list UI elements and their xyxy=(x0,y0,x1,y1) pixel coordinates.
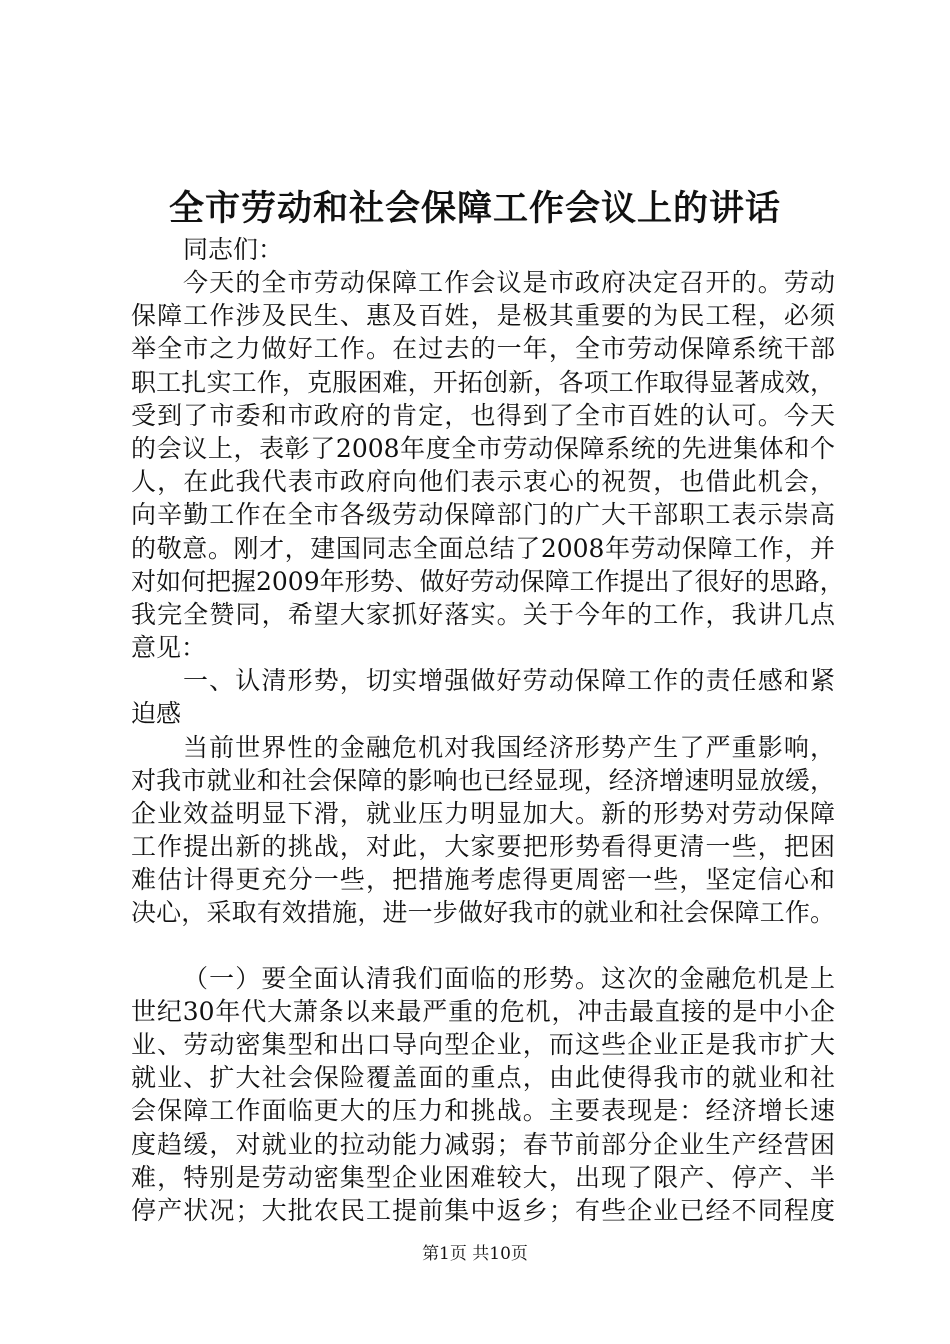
text-line: 决心，采取有效措施，进一步做好我市的就业和社会保障工作。 xyxy=(131,898,835,927)
text-line: 职工扎实工作，克服困难，开拓创新，各项工作取得显著成效， xyxy=(131,368,835,397)
text-line: 我完全赞同，希望大家抓好落实。关于今年的工作，我讲几点 xyxy=(131,600,835,629)
text-line: 的会议上，表彰了2008年度全市劳动保障系统的先进集体和个 xyxy=(131,434,835,463)
document-title: 全市劳动和社会保障工作会议上的讲话 xyxy=(168,188,781,229)
text-line: 当前世界性的金融危机对我国经济形势产生了严重影响， xyxy=(183,733,835,762)
text-line: 企业效益明显下滑，就业压力明显加大。新的形势对劳动保障 xyxy=(131,799,835,828)
text-line: 举全市之力做好工作。在过去的一年，全市劳动保障系统干部 xyxy=(131,334,835,363)
text-line: 的敬意。刚才，建国同志全面总结了2008年劳动保障工作，并 xyxy=(131,534,835,563)
text-line: 世纪30年代大萧条以来最严重的危机，冲击最直接的是中小企 xyxy=(131,997,835,1026)
text-line: 难，特别是劳动密集型企业困难较大，出现了限产、停产、半 xyxy=(131,1163,835,1192)
text-line: 同志们： xyxy=(183,235,284,264)
text-line: 受到了市委和市政府的肯定，也得到了全市百姓的认可。今天 xyxy=(131,401,835,430)
text-line: 意见： xyxy=(131,633,207,662)
section-heading: 迫感 xyxy=(131,699,182,728)
text-line: 停产状况；大批农民工提前集中返乡；有些企业已经不同程度 xyxy=(131,1196,835,1225)
text-line: 对如何把握2009年形势、做好劳动保障工作提出了很好的思路， xyxy=(131,567,845,596)
section-heading: 一、认清形势，切实增强做好劳动保障工作的责任感和紧 xyxy=(183,666,835,695)
text-line: 人，在此我代表市政府向他们表示衷心的祝贺，也借此机会， xyxy=(131,467,835,496)
text-line: 度趋缓，对就业的拉动能力减弱；春节前部分企业生产经营困 xyxy=(131,1130,835,1159)
text-line: 对我市就业和社会保障的影响也已经显现，经济增速明显放缓， xyxy=(131,766,835,795)
text-line: （一）要全面认清我们面临的形势。这次的金融危机是上 xyxy=(183,964,835,993)
page-number: 第1页 共10页 xyxy=(422,1244,528,1264)
text-line: 会保障工作面临更大的压力和挑战。主要表现是：经济增长速 xyxy=(131,1096,835,1125)
text-line: 向辛勤工作在全市各级劳动保障部门的广大干部职工表示崇高 xyxy=(131,500,835,529)
text-line: 就业、扩大社会保险覆盖面的重点，由此使得我市的就业和社 xyxy=(131,1063,835,1092)
text-line: 工作提出新的挑战，对此，大家要把形势看得更清一些，把困 xyxy=(131,832,835,861)
text-line: 难估计得更充分一些，把措施考虑得更周密一些，坚定信心和 xyxy=(131,865,835,894)
text-line: 今天的全市劳动保障工作会议是市政府决定召开的。劳动 xyxy=(183,268,835,297)
text-line: 业、劳动密集型和出口导向型企业，而这些企业正是我市扩大 xyxy=(131,1030,835,1059)
text-line: 保障工作涉及民生、惠及百姓，是极其重要的为民工程，必须 xyxy=(131,301,835,330)
